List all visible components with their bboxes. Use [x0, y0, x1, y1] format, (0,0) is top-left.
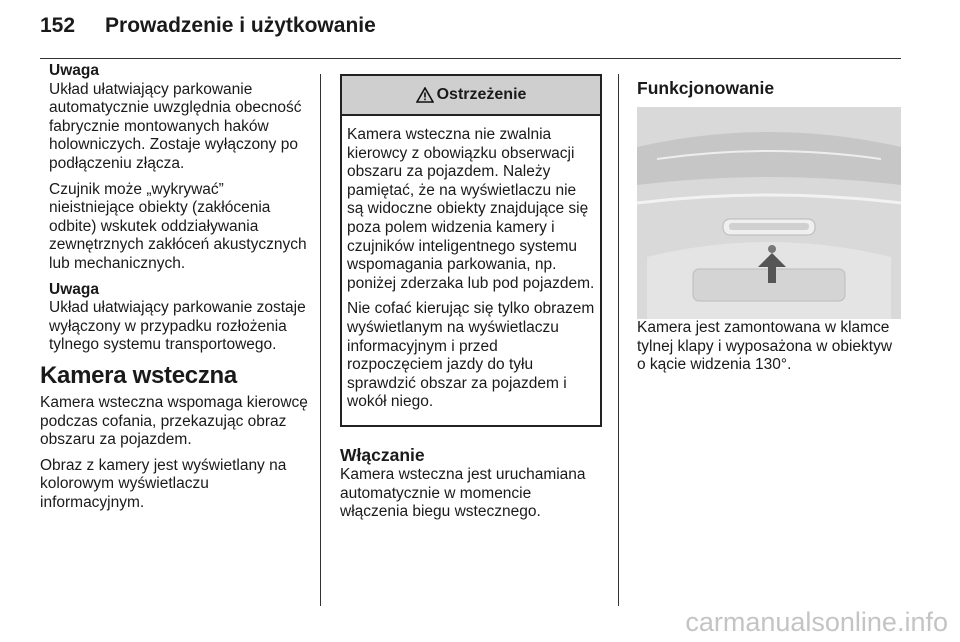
- header-rule: [40, 58, 901, 59]
- column-3: [637, 62, 901, 382]
- subheading-funkcjonowanie: Funkcjonowanie: [637, 78, 775, 98]
- column-divider-2: [618, 74, 619, 606]
- body-paragraph: Kamera wsteczna wspomaga kierowcę podczas cofania, przekazując obraz obszaru za pojazdem.: [40, 393, 308, 449]
- watermark: carmanualsonline.info: [685, 607, 948, 637]
- running-title: Prowadzenie i użytkowanie: [105, 14, 376, 37]
- body-paragraph: Kamera wsteczna jest uruchamiana automatycznie w momencie włączenia biegu wstecznego.: [340, 465, 586, 521]
- column-1: [40, 62, 308, 519]
- note-block-1: [49, 62, 308, 274]
- section-heading: Kamera wsteczna: [40, 361, 237, 389]
- page-number: 152: [40, 14, 76, 37]
- page-header: [40, 14, 376, 38]
- note-paragraph: Układ ułatwiający parkowanie automatycznie uwzględnia obecność fabrycznie montowanych haków holowniczych. Zostaje wyłączony po podłączeniu złącza.: [49, 80, 302, 172]
- warning-paragraph: Kamera wsteczna nie zwalnia kierowcy z obowiązku obserwacji obszaru za pojazdem. Należy pamiętać, że na wyświetlaczu nie są widoczne obiekty znajdujące się poza polem widzenia kamery i czujników inteligentnego systemu wspomagania parkowania, np. poniżej zderzaka lub pod pojazdem.: [347, 126, 595, 292]
- subheading-wlaczanie: Włączanie: [340, 444, 425, 465]
- rear-camera-tailgate-illustration: [637, 107, 901, 319]
- note-label: Uwaga: [49, 280, 99, 298]
- warning-paragraph: Nie cofać kierując się tylko obrazem wyświetlanym na wyświetlaczu informacyjnym i przed rozpoczęciem jazdy do tyłu sprawdzić obszar za pojazdem i wokół niego.: [347, 300, 595, 411]
- body-paragraph: Obraz z kamery jest wyświetlany na kolorowym wyświetlaczu informacyjnym.: [40, 456, 287, 511]
- warning-body: [342, 116, 600, 425]
- warning-header: [342, 76, 600, 116]
- column-divider-1: [320, 74, 321, 606]
- column-2: [340, 62, 602, 529]
- warning-title: Ostrzeżenie: [436, 85, 527, 103]
- figure-caption: Kamera jest zamontowana w klamce tylnej klapy i wyposażona w obiektyw o kącie widzenia 130°.: [637, 319, 893, 374]
- warning-box: [340, 74, 602, 427]
- note-paragraph: Czujnik może „wykrywać” nieistniejące obiekty (zakłócenia odbite) wskutek oddziaływania zewnętrznych zakłóceń akustycznych lub mechanicznych.: [49, 180, 307, 272]
- warning-triangle-icon: [416, 87, 434, 103]
- note-paragraph: Układ ułatwiający parkowanie zostaje wyłączony w przypadku rozłożenia tylnego systemu transportowego.: [49, 299, 306, 354]
- note-label: Uwaga: [49, 62, 99, 79]
- note-block-2: [49, 281, 308, 355]
